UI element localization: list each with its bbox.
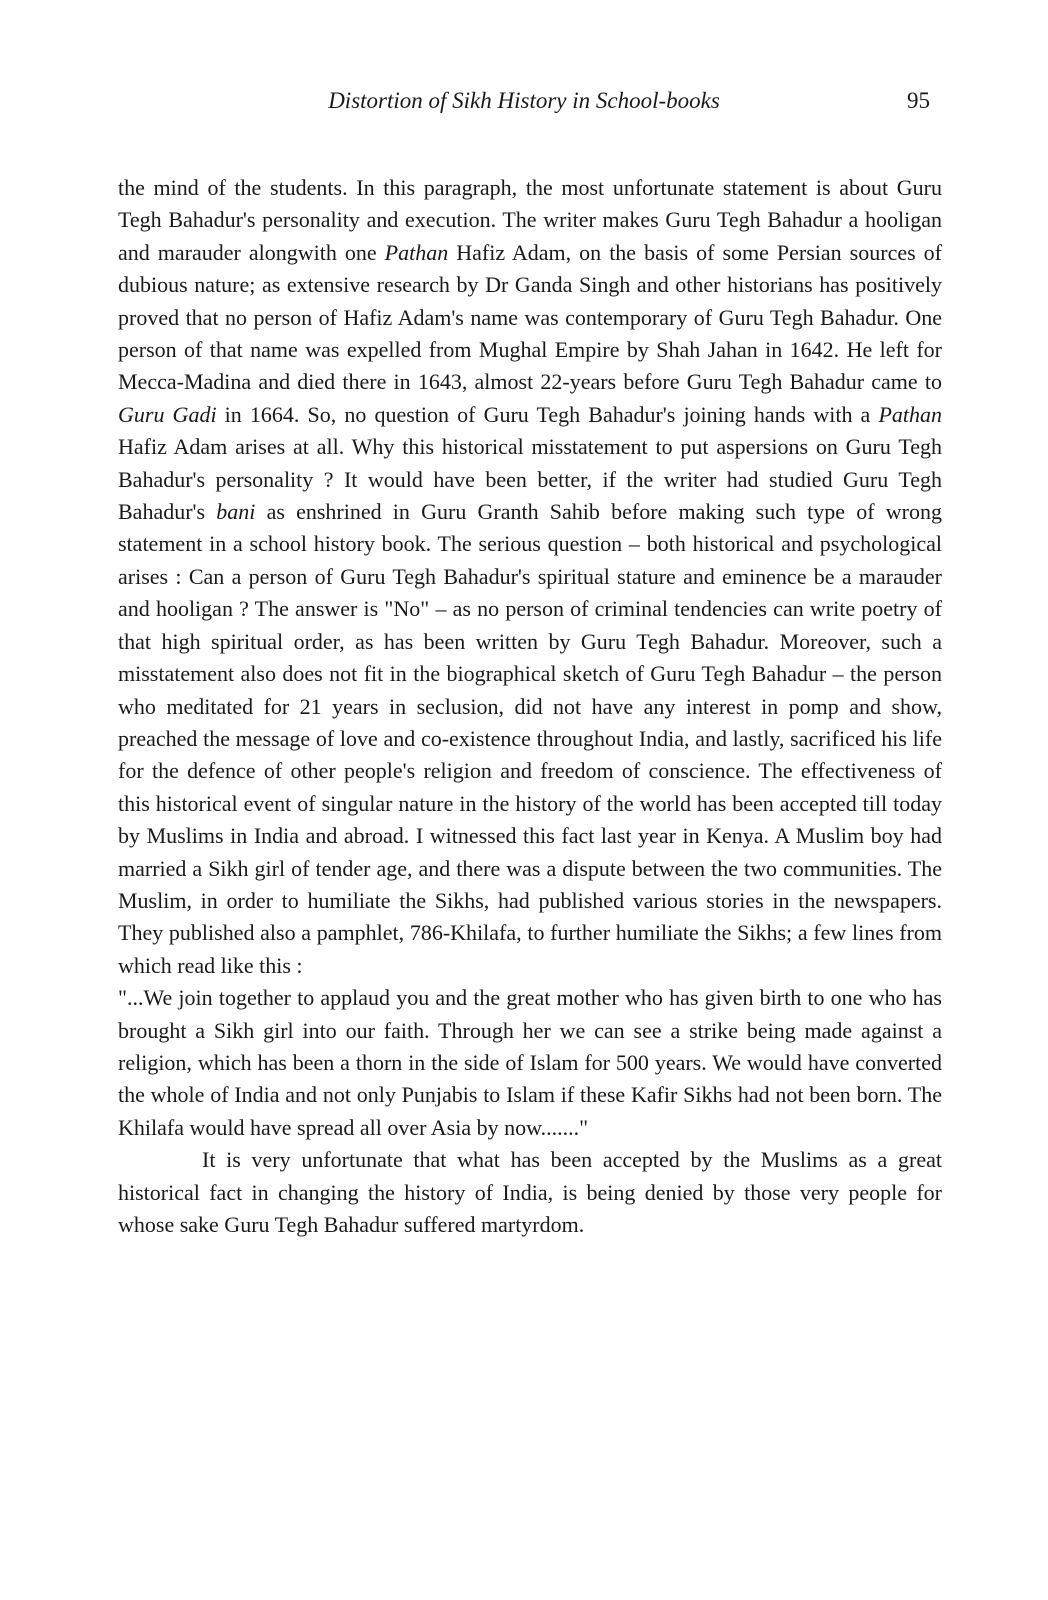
text-run: Hafiz Adam, on the basis of some Persian sources of dubious nature; as extensive research by Dr Ganda Singh and other historians has positively proved that no person of Hafiz Adam's name was contemporary of Guru Tegh Bahadur. One person of that name was expelled from Mughal Empire by Shah Jahan in 1642. He left for Mecca-Madina and died there in 1643, almost 22-years before Guru Tegh Bahadur came to (118, 239, 943, 395)
running-head: Distortion of Sikh History in School-books (328, 88, 720, 113)
page-body (118, 172, 942, 1241)
text-run: in 1664. So, no question of Guru Tegh Bahadur's joining hands with a (216, 401, 879, 427)
text-run: Hafiz Adam arises at all. Why this historical misstatement to put aspersions on Guru Tegh Bahadur's personality ? It would have been better, if the writer had studied Guru Tegh Bahadur's (118, 434, 942, 525)
text-run: as enshrined in Guru Granth Sahib before making such type of wrong statement in a school history book. The serious question – both historical and psychological arises : Can a person of Guru Tegh Bahadur's spiritual stature and eminence be a marauder and hooligan ? The answer is "No" – as no person of criminal tendencies can write poetry of that high spiritual order, as has been written by Guru Tegh Bahadur. Moreover, such a misstatement also does not fit in the biographical sketch of Guru Tegh Bahadur – the person who meditated for 21 years in seclusion, did not have any interest in pomp and show, preached the message of love and co-existence throughout India, and lastly, sacrificed his life for the defence of other people's religion and freedom of conscience. The effectiveness of this historical event of singular nature in the history of the world has been accepted till today by Muslims in India and abroad. I witnessed this fact last year in Kenya. A Muslim boy had married a Sikh girl of tender age, and there was a dispute between the two communities. The Muslim, in order to humiliate the Sikhs, had published various stories in the newspapers. They published also a pamphlet, 786-Khilafa, to further humiliate the Sikhs; a few lines from which read like this : (118, 499, 942, 978)
paragraph-main (118, 172, 942, 982)
italic-term: Pathan (384, 239, 449, 265)
italic-term: Guru Gadi (118, 401, 217, 427)
paragraph-closing: It is very unfortunate that what has been accepted by the Muslims as a great historical fact in changing the history of India, is being denied by those very people for whose sake Guru Tegh Bahadur suffered martyrdom. (118, 1147, 942, 1237)
text-run: the mind of the students. In this paragraph, the most unfortunate statement is about Guru Tegh Bahadur's personality and execution. The writer makes Guru Tegh Bahadur a hooligan and marauder alongwith one (118, 175, 942, 265)
block-quote: "...We join together to applaud you and the great mother who has given birth to one who has brought a Sikh girl into our faith. Through her we can see a strike being made against a religion, which has been a thorn in the side of Islam for 500 years. We would have converted the whole of India and not only Punjabis to Islam if these Kafir Sikhs had not been born. The Khilafa would have spread all over Asia by now......." (118, 985, 942, 1140)
italic-term: Pathan (878, 401, 942, 427)
italic-term: bani (216, 499, 256, 525)
page-number: 95 (907, 88, 930, 113)
